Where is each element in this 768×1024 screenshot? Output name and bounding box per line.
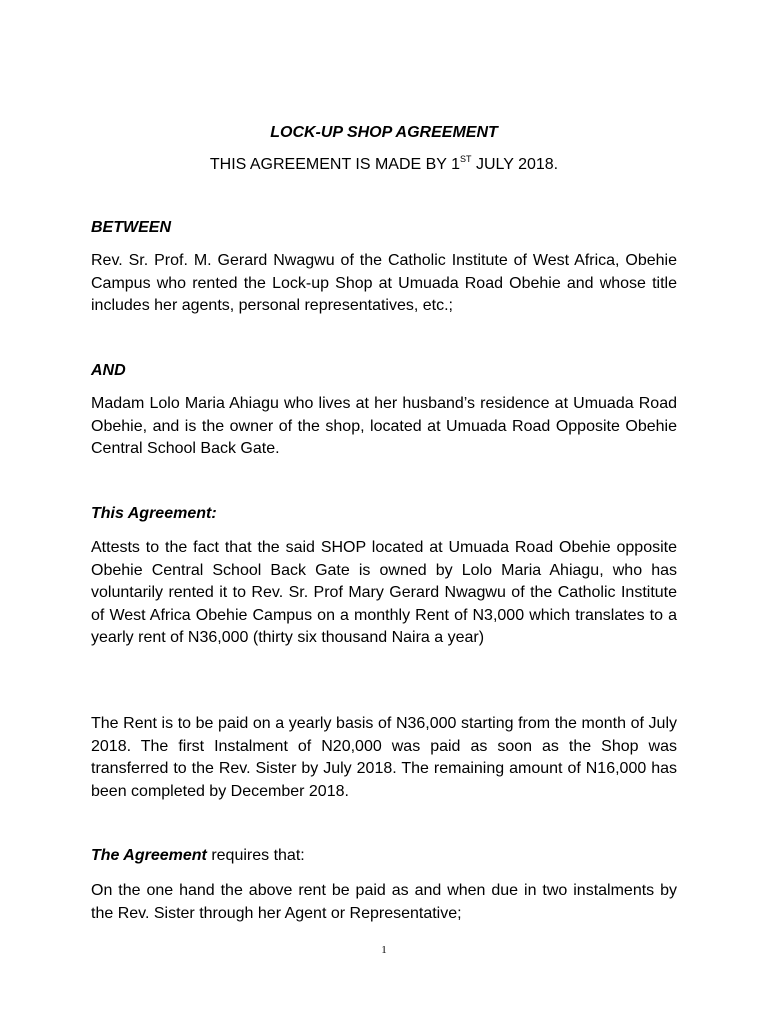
requires-bold-label: The Agreement xyxy=(91,847,207,864)
date-line-prefix: THIS AGREEMENT IS MADE BY 1 xyxy=(209,156,461,173)
page-number: 1 xyxy=(381,944,387,956)
date-line-suffix: JULY 2018. xyxy=(471,156,559,173)
between-heading: BETWEEN xyxy=(91,219,171,236)
agreement-date-line xyxy=(0,156,768,174)
rent-paragraph: The Rent is to be paid on a yearly basis of N36,000 starting from the month of July 2018. The first Instalment of N20,000 was paid as soon as the Shop was transferred to the Rev. Sister by July 2018. The remaining amount of N16,000 has been completed by December 2018. xyxy=(91,715,677,800)
document-title: LOCK-UP SHOP AGREEMENT xyxy=(270,124,498,141)
and-heading: AND xyxy=(91,362,126,379)
one-hand-paragraph: On the one hand the above rent be paid as and when due in two instalments by the Rev. Sister through her Agent or Representative; xyxy=(91,882,677,922)
tenant-paragraph: Rev. Sr. Prof. M. Gerard Nwagwu of the Catholic Institute of West Africa, Obehie Campus who rented the Lock-up Shop at Umuada Road Obehie and whose title includes her agents, personal representatives, etc.; xyxy=(91,252,677,314)
date-line-superscript: ST xyxy=(460,154,472,164)
attests-paragraph: Attests to the fact that the said SHOP located at Umuada Road Obehie opposite Obehie Central School Back Gate is owned by Lolo Maria Ahiagu, who has voluntarily rented it to Rev. Sr. Prof Mary Gerard Nwagwu of the Catholic Institute of West Africa Obehie Campus on a monthly Rent of N3,000 which translates to a yearly rent of N36,000 (thirty six thousand Naira a year) xyxy=(91,539,677,646)
owner-paragraph: Madam Lolo Maria Ahiagu who lives at her husband’s residence at Umuada Road Obehie, and is the owner of the shop, located at Umuada Road Opposite Obehie Central School Back Gate. xyxy=(91,395,677,457)
requires-line xyxy=(91,847,305,865)
this-agreement-heading: This Agreement: xyxy=(91,505,217,522)
requires-rest: requires that: xyxy=(206,847,305,864)
